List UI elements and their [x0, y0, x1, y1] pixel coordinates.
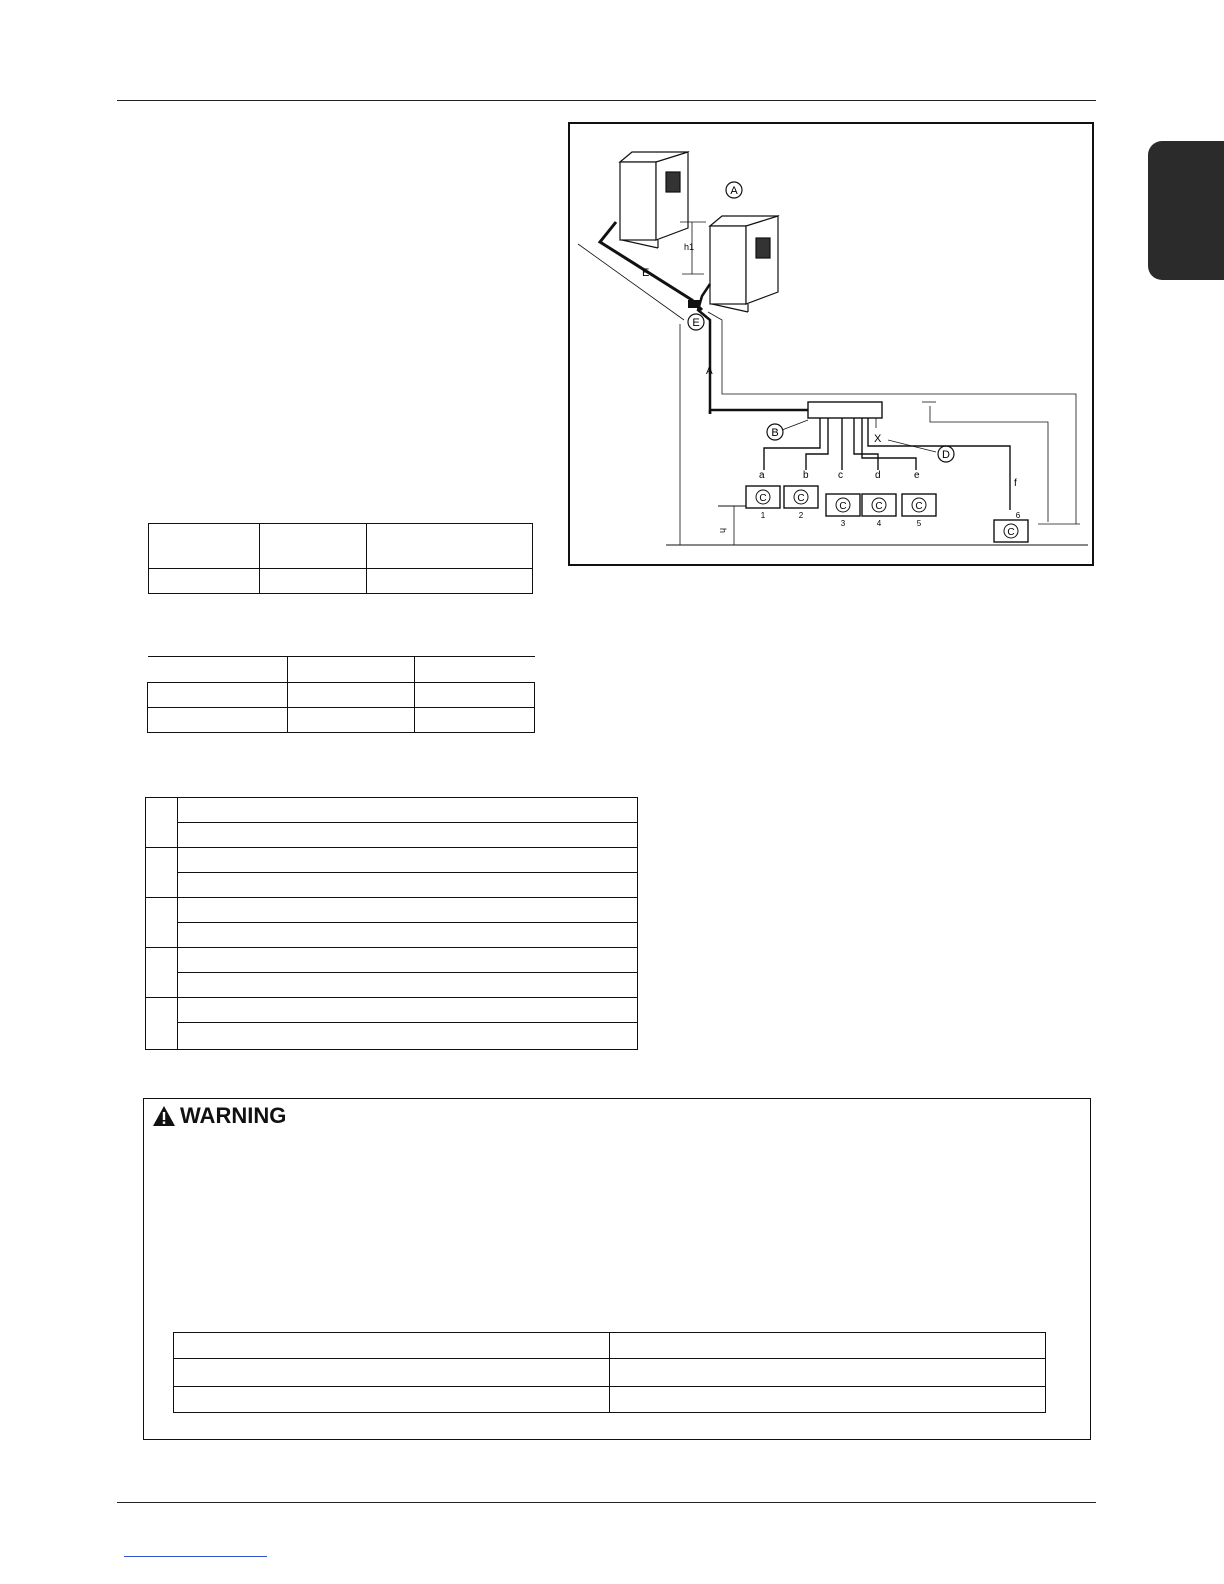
table-cell [287, 683, 414, 708]
table-cell [367, 524, 533, 569]
table-cell [367, 569, 533, 594]
unit-number-4: 4 [876, 519, 882, 528]
header-rule [117, 100, 1096, 101]
table-cell [178, 848, 638, 873]
table-cell [148, 708, 288, 733]
warning-table [173, 1332, 1046, 1413]
branch-c-label: c [838, 470, 843, 481]
table-cell [174, 1387, 610, 1413]
distributor-box [808, 402, 882, 418]
table-cell [178, 1023, 638, 1050]
table-cell [178, 823, 638, 848]
table-cell [287, 657, 414, 683]
branch-f-label: f [1014, 478, 1017, 489]
h1-label: h1 [684, 242, 695, 252]
circle-d-label: D [942, 449, 950, 461]
piping-diagram-svg [570, 124, 1092, 564]
table-cell [149, 524, 260, 569]
table-cell [178, 873, 638, 898]
unit-number-1: 1 [760, 511, 766, 520]
table-2 [147, 656, 535, 733]
table-cell [174, 1333, 610, 1359]
warning-box [143, 1098, 1091, 1440]
circle-b-label: B [771, 427, 779, 439]
table-cell [610, 1333, 1046, 1359]
table-cell [178, 898, 638, 923]
table-cell [178, 948, 638, 973]
branch-a-label: a [759, 470, 765, 481]
table-cell [178, 998, 638, 1023]
indoor-unit-2-label: C [797, 493, 805, 504]
h-label: h [718, 528, 728, 534]
branch-b-label: b [803, 470, 809, 481]
unit-number-2: 2 [798, 511, 804, 520]
indoor-unit-4-label: C [875, 501, 883, 512]
unit-number-3: 3 [840, 519, 846, 528]
table-cell [149, 569, 260, 594]
table-1 [148, 523, 533, 594]
table-cell [146, 998, 178, 1050]
outdoor-unit-1 [620, 152, 688, 248]
pipe-e-label: E [642, 267, 650, 279]
branch-x-label: X [874, 433, 882, 445]
table-cell [148, 683, 288, 708]
piping-diagram [568, 122, 1094, 566]
table-cell [146, 848, 178, 898]
table-cell [148, 657, 288, 683]
unit-number-6: 6 [1015, 511, 1021, 520]
table-cell [146, 898, 178, 948]
table-cell [260, 569, 367, 594]
table-cell [146, 798, 178, 848]
indoor-unit-5-label: C [915, 501, 923, 512]
table-cell [146, 948, 178, 998]
circle-a-label: A [730, 185, 738, 197]
table-cell [178, 798, 638, 823]
table-cell [610, 1359, 1046, 1387]
warning-label: WARNING [180, 1103, 287, 1128]
branch-d-label: d [875, 470, 881, 481]
table-cell [610, 1387, 1046, 1413]
outdoor-unit-2 [710, 216, 778, 312]
circle-e-label: E [692, 317, 700, 329]
indoor-unit-3-label: C [839, 501, 847, 512]
unit-number-5: 5 [916, 519, 922, 528]
section-tab[interactable] [1148, 141, 1224, 280]
warning-title [152, 1103, 286, 1129]
table-3 [145, 797, 638, 1050]
table-cell [174, 1359, 610, 1387]
table-cell [414, 683, 535, 708]
indoor-unit-6-label: C [1007, 527, 1015, 538]
footer-link[interactable] [124, 1556, 267, 1557]
table-cell [414, 708, 535, 733]
footer-rule [117, 1502, 1096, 1503]
table-cell [287, 708, 414, 733]
table-cell [414, 657, 535, 683]
indoor-unit-1-label: C [759, 493, 767, 504]
table-cell [260, 524, 367, 569]
warning-triangle-icon [152, 1105, 176, 1127]
table-cell [178, 973, 638, 998]
pipe-a-label: A [706, 366, 713, 377]
branch-e-label: e [914, 470, 920, 481]
table-cell [178, 923, 638, 948]
